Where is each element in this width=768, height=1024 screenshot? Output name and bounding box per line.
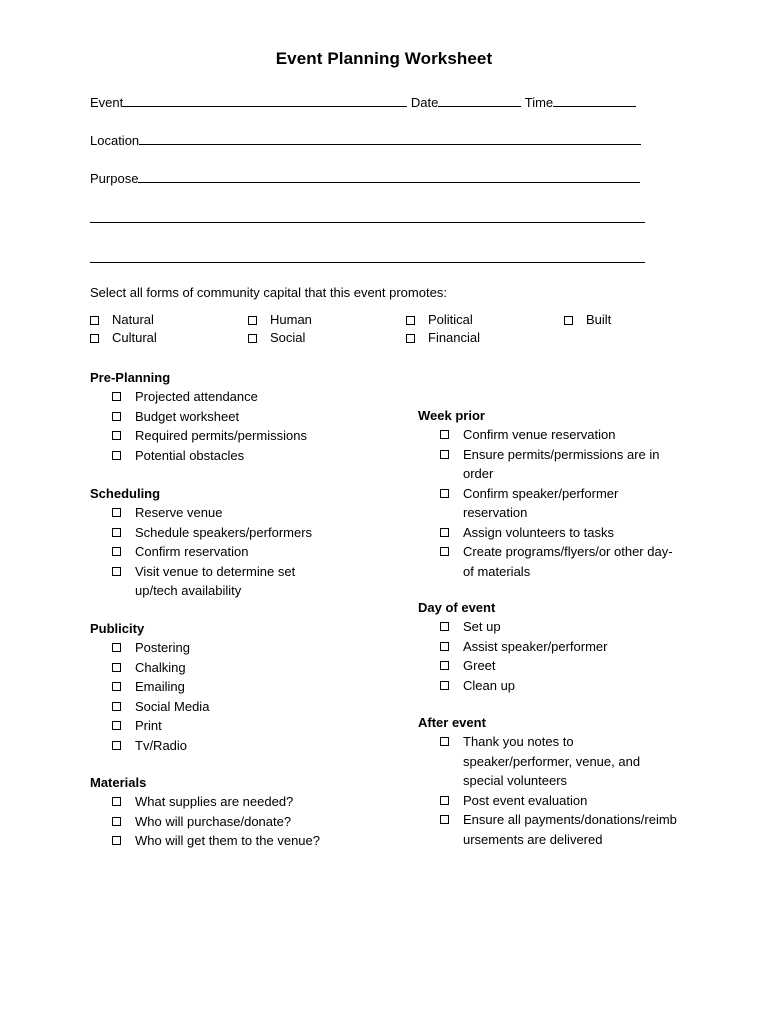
capital-option-social[interactable]: Social bbox=[248, 330, 305, 346]
capital-option-natural[interactable]: Natural bbox=[90, 312, 154, 328]
location-row bbox=[90, 133, 641, 149]
checklist-item[interactable]: Budget worksheet bbox=[90, 407, 390, 427]
checkbox[interactable] bbox=[112, 451, 121, 460]
checklist-item[interactable]: Assist speaker/performer bbox=[418, 637, 718, 657]
checklist-item[interactable]: Tv/Radio bbox=[90, 736, 390, 756]
purpose-label: Purpose bbox=[90, 171, 139, 186]
checkbox[interactable] bbox=[112, 836, 121, 845]
location-field[interactable] bbox=[139, 133, 641, 145]
purpose-row bbox=[90, 171, 640, 187]
checkbox[interactable] bbox=[112, 392, 121, 401]
section-heading: Pre-Planning bbox=[90, 370, 171, 385]
checklist-item[interactable]: Social Media bbox=[90, 697, 390, 717]
checklist-item[interactable]: Confirm speaker/performer reservation bbox=[418, 484, 658, 523]
checkbox[interactable] bbox=[440, 489, 449, 498]
checklist-item[interactable]: What supplies are needed? bbox=[90, 792, 390, 812]
checkbox[interactable] bbox=[112, 702, 121, 711]
checkbox[interactable] bbox=[112, 741, 121, 750]
section-day-of-event bbox=[418, 598, 718, 695]
checkbox[interactable] bbox=[112, 682, 121, 691]
checkbox[interactable] bbox=[112, 431, 121, 440]
checklist-item[interactable]: Projected attendance bbox=[90, 387, 390, 407]
checkbox[interactable] bbox=[112, 412, 121, 421]
capital-option-political[interactable]: Political bbox=[406, 312, 473, 328]
checkbox[interactable] bbox=[440, 661, 449, 670]
purpose-field[interactable] bbox=[138, 171, 640, 183]
purpose-line-2[interactable] bbox=[90, 222, 645, 223]
section-week-prior bbox=[418, 406, 718, 581]
date-label: Date bbox=[410, 95, 439, 110]
checklist-item[interactable]: Print bbox=[90, 716, 390, 736]
section-heading: Day of event bbox=[418, 600, 496, 615]
checkbox[interactable] bbox=[440, 737, 449, 746]
checkbox[interactable] bbox=[440, 450, 449, 459]
checklist-item[interactable]: Create programs/flyers/or other day-of materials bbox=[418, 542, 683, 581]
checkbox[interactable] bbox=[112, 567, 121, 576]
section-heading: Scheduling bbox=[90, 486, 161, 501]
checklist-item[interactable]: Post event evaluation bbox=[418, 791, 718, 811]
checklist-item[interactable]: Who will get them to the venue? bbox=[90, 831, 390, 851]
checkbox[interactable] bbox=[440, 622, 449, 631]
location-label: Location bbox=[90, 133, 140, 148]
checkbox[interactable] bbox=[440, 815, 449, 824]
section-scheduling bbox=[90, 484, 390, 601]
event-field[interactable] bbox=[123, 95, 407, 107]
section-heading: Week prior bbox=[418, 408, 485, 423]
checklist-item[interactable]: Emailing bbox=[90, 677, 390, 697]
checklist-item[interactable]: Assign volunteers to tasks bbox=[418, 523, 718, 543]
checkbox[interactable] bbox=[406, 316, 415, 325]
checkbox[interactable] bbox=[112, 528, 121, 537]
date-field[interactable] bbox=[438, 95, 521, 107]
checkbox[interactable] bbox=[440, 430, 449, 439]
section-after-event bbox=[418, 713, 718, 849]
checklist-item[interactable]: Schedule speakers/performers bbox=[90, 523, 390, 543]
checkbox[interactable] bbox=[112, 643, 121, 652]
checklist-item[interactable]: Required permits/permissions bbox=[90, 426, 390, 446]
checkbox[interactable] bbox=[440, 681, 449, 690]
time-field[interactable] bbox=[553, 95, 636, 107]
section-heading: Publicity bbox=[90, 621, 145, 636]
checkbox[interactable] bbox=[112, 663, 121, 672]
checkbox[interactable] bbox=[248, 334, 257, 343]
checkbox[interactable] bbox=[112, 817, 121, 826]
checklist-item[interactable]: Ensure permits/permissions are in order bbox=[418, 445, 683, 484]
capital-option-financial[interactable]: Financial bbox=[406, 330, 480, 346]
checklist-item[interactable]: Who will purchase/donate? bbox=[90, 812, 390, 832]
capital-option-cultural[interactable]: Cultural bbox=[90, 330, 157, 346]
checkbox[interactable] bbox=[112, 721, 121, 730]
checklist-item[interactable]: Postering bbox=[90, 638, 390, 658]
checkbox[interactable] bbox=[112, 547, 121, 556]
checklist-item[interactable]: Ensure all payments/donations/reimbursements are delivered bbox=[418, 810, 680, 849]
purpose-line-3[interactable] bbox=[90, 262, 645, 263]
checklist-item[interactable]: Chalking bbox=[90, 658, 390, 678]
section-heading: After event bbox=[418, 715, 486, 730]
checklist-item[interactable]: Clean up bbox=[418, 676, 718, 696]
checklist-item[interactable]: Confirm reservation bbox=[90, 542, 390, 562]
checklist-item[interactable]: Potential obstacles bbox=[90, 446, 390, 466]
checkbox[interactable] bbox=[440, 528, 449, 537]
event-label: Event bbox=[90, 95, 124, 110]
section-materials bbox=[90, 773, 390, 851]
checkbox[interactable] bbox=[440, 642, 449, 651]
capital-prompt: Select all forms of community capital that this event promotes: bbox=[90, 285, 447, 300]
checkbox[interactable] bbox=[248, 316, 257, 325]
capital-option-built[interactable]: Built bbox=[564, 312, 611, 328]
checkbox[interactable] bbox=[90, 334, 99, 343]
checklist-item[interactable]: Greet bbox=[418, 656, 718, 676]
event-row bbox=[90, 95, 636, 111]
checklist-item[interactable]: Set up bbox=[418, 617, 718, 637]
checkbox[interactable] bbox=[564, 316, 573, 325]
section-publicity bbox=[90, 619, 390, 755]
checkbox[interactable] bbox=[440, 796, 449, 805]
checklist-item[interactable]: Confirm venue reservation bbox=[418, 425, 718, 445]
page-title: Event Planning Worksheet bbox=[275, 49, 493, 68]
capital-option-human[interactable]: Human bbox=[248, 312, 312, 328]
checkbox[interactable] bbox=[90, 316, 99, 325]
checkbox[interactable] bbox=[406, 334, 415, 343]
checklist-item[interactable]: Thank you notes to speaker/performer, venue, and special volunteers bbox=[418, 732, 680, 791]
section-pre-planning bbox=[90, 368, 390, 465]
checklist-item[interactable]: Reserve venue bbox=[90, 503, 390, 523]
section-heading: Materials bbox=[90, 775, 147, 790]
time-label: Time bbox=[524, 95, 554, 110]
checkbox[interactable] bbox=[440, 547, 449, 556]
checkbox[interactable] bbox=[112, 797, 121, 806]
checkbox[interactable] bbox=[112, 508, 121, 517]
checklist-item[interactable]: Visit venue to determine set up/tech availability bbox=[90, 562, 330, 601]
